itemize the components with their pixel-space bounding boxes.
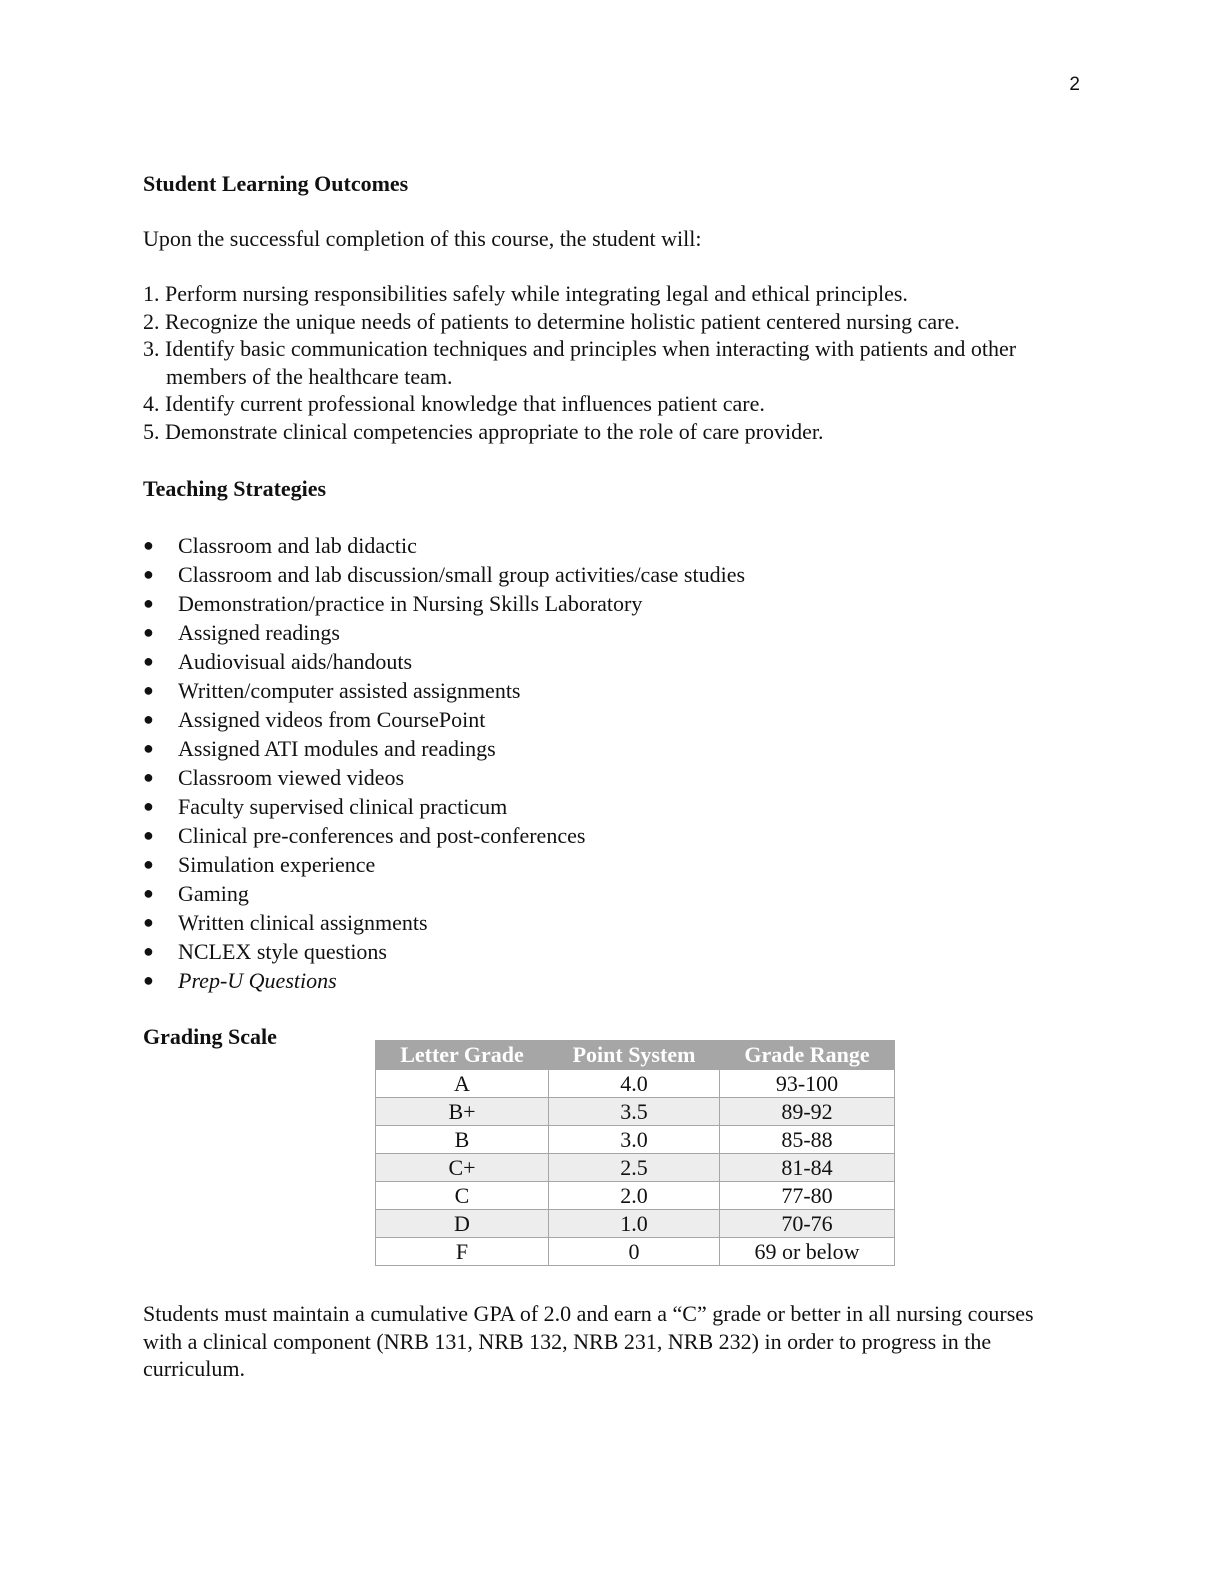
table-header-row xyxy=(376,1041,895,1070)
table-cell: F xyxy=(376,1238,549,1266)
strategy-item xyxy=(143,676,1083,705)
table-row xyxy=(376,1098,895,1126)
strategy-item xyxy=(143,966,1083,995)
table-cell: B+ xyxy=(376,1098,549,1126)
bullet-icon: ● xyxy=(143,738,154,758)
bullet-icon: ● xyxy=(143,767,154,787)
strategies-heading: Teaching Strategies xyxy=(143,476,327,501)
outcomes-heading: Student Learning Outcomes xyxy=(143,171,409,196)
strategy-text: Written clinical assignments xyxy=(178,910,428,935)
outcome-item: 3. Identify basic communication techniques and principles when interacting with patients and other members of the healthcare team. xyxy=(143,336,1017,389)
strategy-item xyxy=(143,618,1083,647)
strategy-item xyxy=(143,763,1083,792)
strategy-item xyxy=(143,937,1083,966)
table-cell: 89-92 xyxy=(720,1098,895,1126)
bullet-icon: ● xyxy=(143,593,154,613)
strategy-item xyxy=(143,850,1083,879)
bullet-icon: ● xyxy=(143,535,154,555)
table-row xyxy=(376,1182,895,1210)
table-cell: 3.5 xyxy=(549,1098,720,1126)
document-body xyxy=(143,170,1083,1381)
bullet-icon: ● xyxy=(143,970,154,990)
table-row xyxy=(376,1154,895,1182)
strategy-text: Gaming xyxy=(178,881,249,906)
table-cell: C+ xyxy=(376,1154,549,1182)
strategy-text: NCLEX style questions xyxy=(178,939,387,964)
strategy-item xyxy=(143,647,1083,676)
table-cell: 85-88 xyxy=(720,1126,895,1154)
table-cell: D xyxy=(376,1210,549,1238)
column-header: Point System xyxy=(549,1041,720,1070)
table-row xyxy=(376,1238,895,1266)
bullet-icon: ● xyxy=(143,854,154,874)
table-cell: 70-76 xyxy=(720,1210,895,1238)
grading-heading: Grading Scale xyxy=(143,1024,277,1049)
column-header: Grade Range xyxy=(720,1041,895,1070)
table-cell: 69 or below xyxy=(720,1238,895,1266)
strategy-item xyxy=(143,734,1083,763)
table-row xyxy=(376,1070,895,1098)
strategy-text: Written/computer assisted assignments xyxy=(178,678,521,703)
bullet-icon: ● xyxy=(143,622,154,642)
strategy-text: Audiovisual aids/handouts xyxy=(178,649,413,674)
outcomes-list xyxy=(143,280,1083,445)
strategy-text: Clinical pre-conferences and post-conferences xyxy=(178,823,586,848)
table-row xyxy=(376,1126,895,1154)
strategy-item xyxy=(143,560,1083,589)
bullet-icon: ● xyxy=(143,564,154,584)
outcomes-intro: Upon the successful completion of this course, the student will: xyxy=(143,226,702,251)
strategy-item xyxy=(143,792,1083,821)
strategy-text: Assigned ATI modules and readings xyxy=(178,736,496,761)
table-cell: 2.5 xyxy=(549,1154,720,1182)
strategy-text: Classroom and lab discussion/small group activities/case studies xyxy=(178,562,746,587)
strategy-text: Demonstration/practice in Nursing Skills Laboratory xyxy=(178,591,643,616)
strategy-item xyxy=(143,705,1083,734)
table-cell: 4.0 xyxy=(549,1070,720,1098)
table-cell: 2.0 xyxy=(549,1182,720,1210)
strategy-text: Assigned videos from CoursePoint xyxy=(178,707,486,732)
strategy-text: Assigned readings xyxy=(178,620,340,645)
table-row xyxy=(376,1210,895,1238)
table-cell: A xyxy=(376,1070,549,1098)
bullet-icon: ● xyxy=(143,651,154,671)
outcome-item: 2. Recognize the unique needs of patients to determine holistic patient centered nursing care. xyxy=(143,308,960,334)
strategy-text: Classroom viewed videos xyxy=(178,765,405,790)
strategy-text: Prep-U Questions xyxy=(178,968,337,993)
table-cell: B xyxy=(376,1126,549,1154)
strategy-text: Simulation experience xyxy=(178,852,376,877)
bullet-icon: ● xyxy=(143,941,154,961)
outcome-item: 1. Perform nursing responsibilities safely while integrating legal and ethical principles. xyxy=(143,281,908,306)
table-cell: 0 xyxy=(549,1238,720,1266)
bullet-icon: ● xyxy=(143,680,154,700)
bullet-icon: ● xyxy=(143,883,154,903)
table-cell: 3.0 xyxy=(549,1126,720,1154)
table-cell: C xyxy=(376,1182,549,1210)
table-cell: 1.0 xyxy=(549,1210,720,1238)
table-cell: 77-80 xyxy=(720,1182,895,1210)
strategy-text: Faculty supervised clinical practicum xyxy=(178,794,508,819)
outcome-item: 4. Identify current professional knowledge that influences patient care. xyxy=(143,391,765,416)
column-header: Letter Grade xyxy=(376,1041,549,1070)
strategy-item xyxy=(143,531,1083,560)
strategy-item xyxy=(143,821,1083,850)
table-cell: 81-84 xyxy=(720,1154,895,1182)
grading-table xyxy=(375,1040,895,1266)
strategies-list xyxy=(143,531,1083,995)
page-number: 2 xyxy=(1069,74,1080,95)
strategy-item xyxy=(143,589,1083,618)
outcome-item: 5. Demonstrate clinical competencies appropriate to the role of care provider. xyxy=(143,418,824,444)
bullet-icon: ● xyxy=(143,912,154,932)
table-cell: 93-100 xyxy=(720,1070,895,1098)
bullet-icon: ● xyxy=(143,796,154,816)
bullet-icon: ● xyxy=(143,825,154,845)
strategy-text: Classroom and lab didactic xyxy=(178,533,417,558)
bullet-icon: ● xyxy=(143,709,154,729)
strategy-item xyxy=(143,908,1083,937)
gpa-requirement-text: Students must maintain a cumulative GPA of 2.0 and earn a “C” grade or better in all nursing courses with a clinical component (NRB 131, NRB 132, NRB 231, NRB 232) in order to progress in the curriculum. xyxy=(143,1301,1034,1381)
strategy-item xyxy=(143,879,1083,908)
